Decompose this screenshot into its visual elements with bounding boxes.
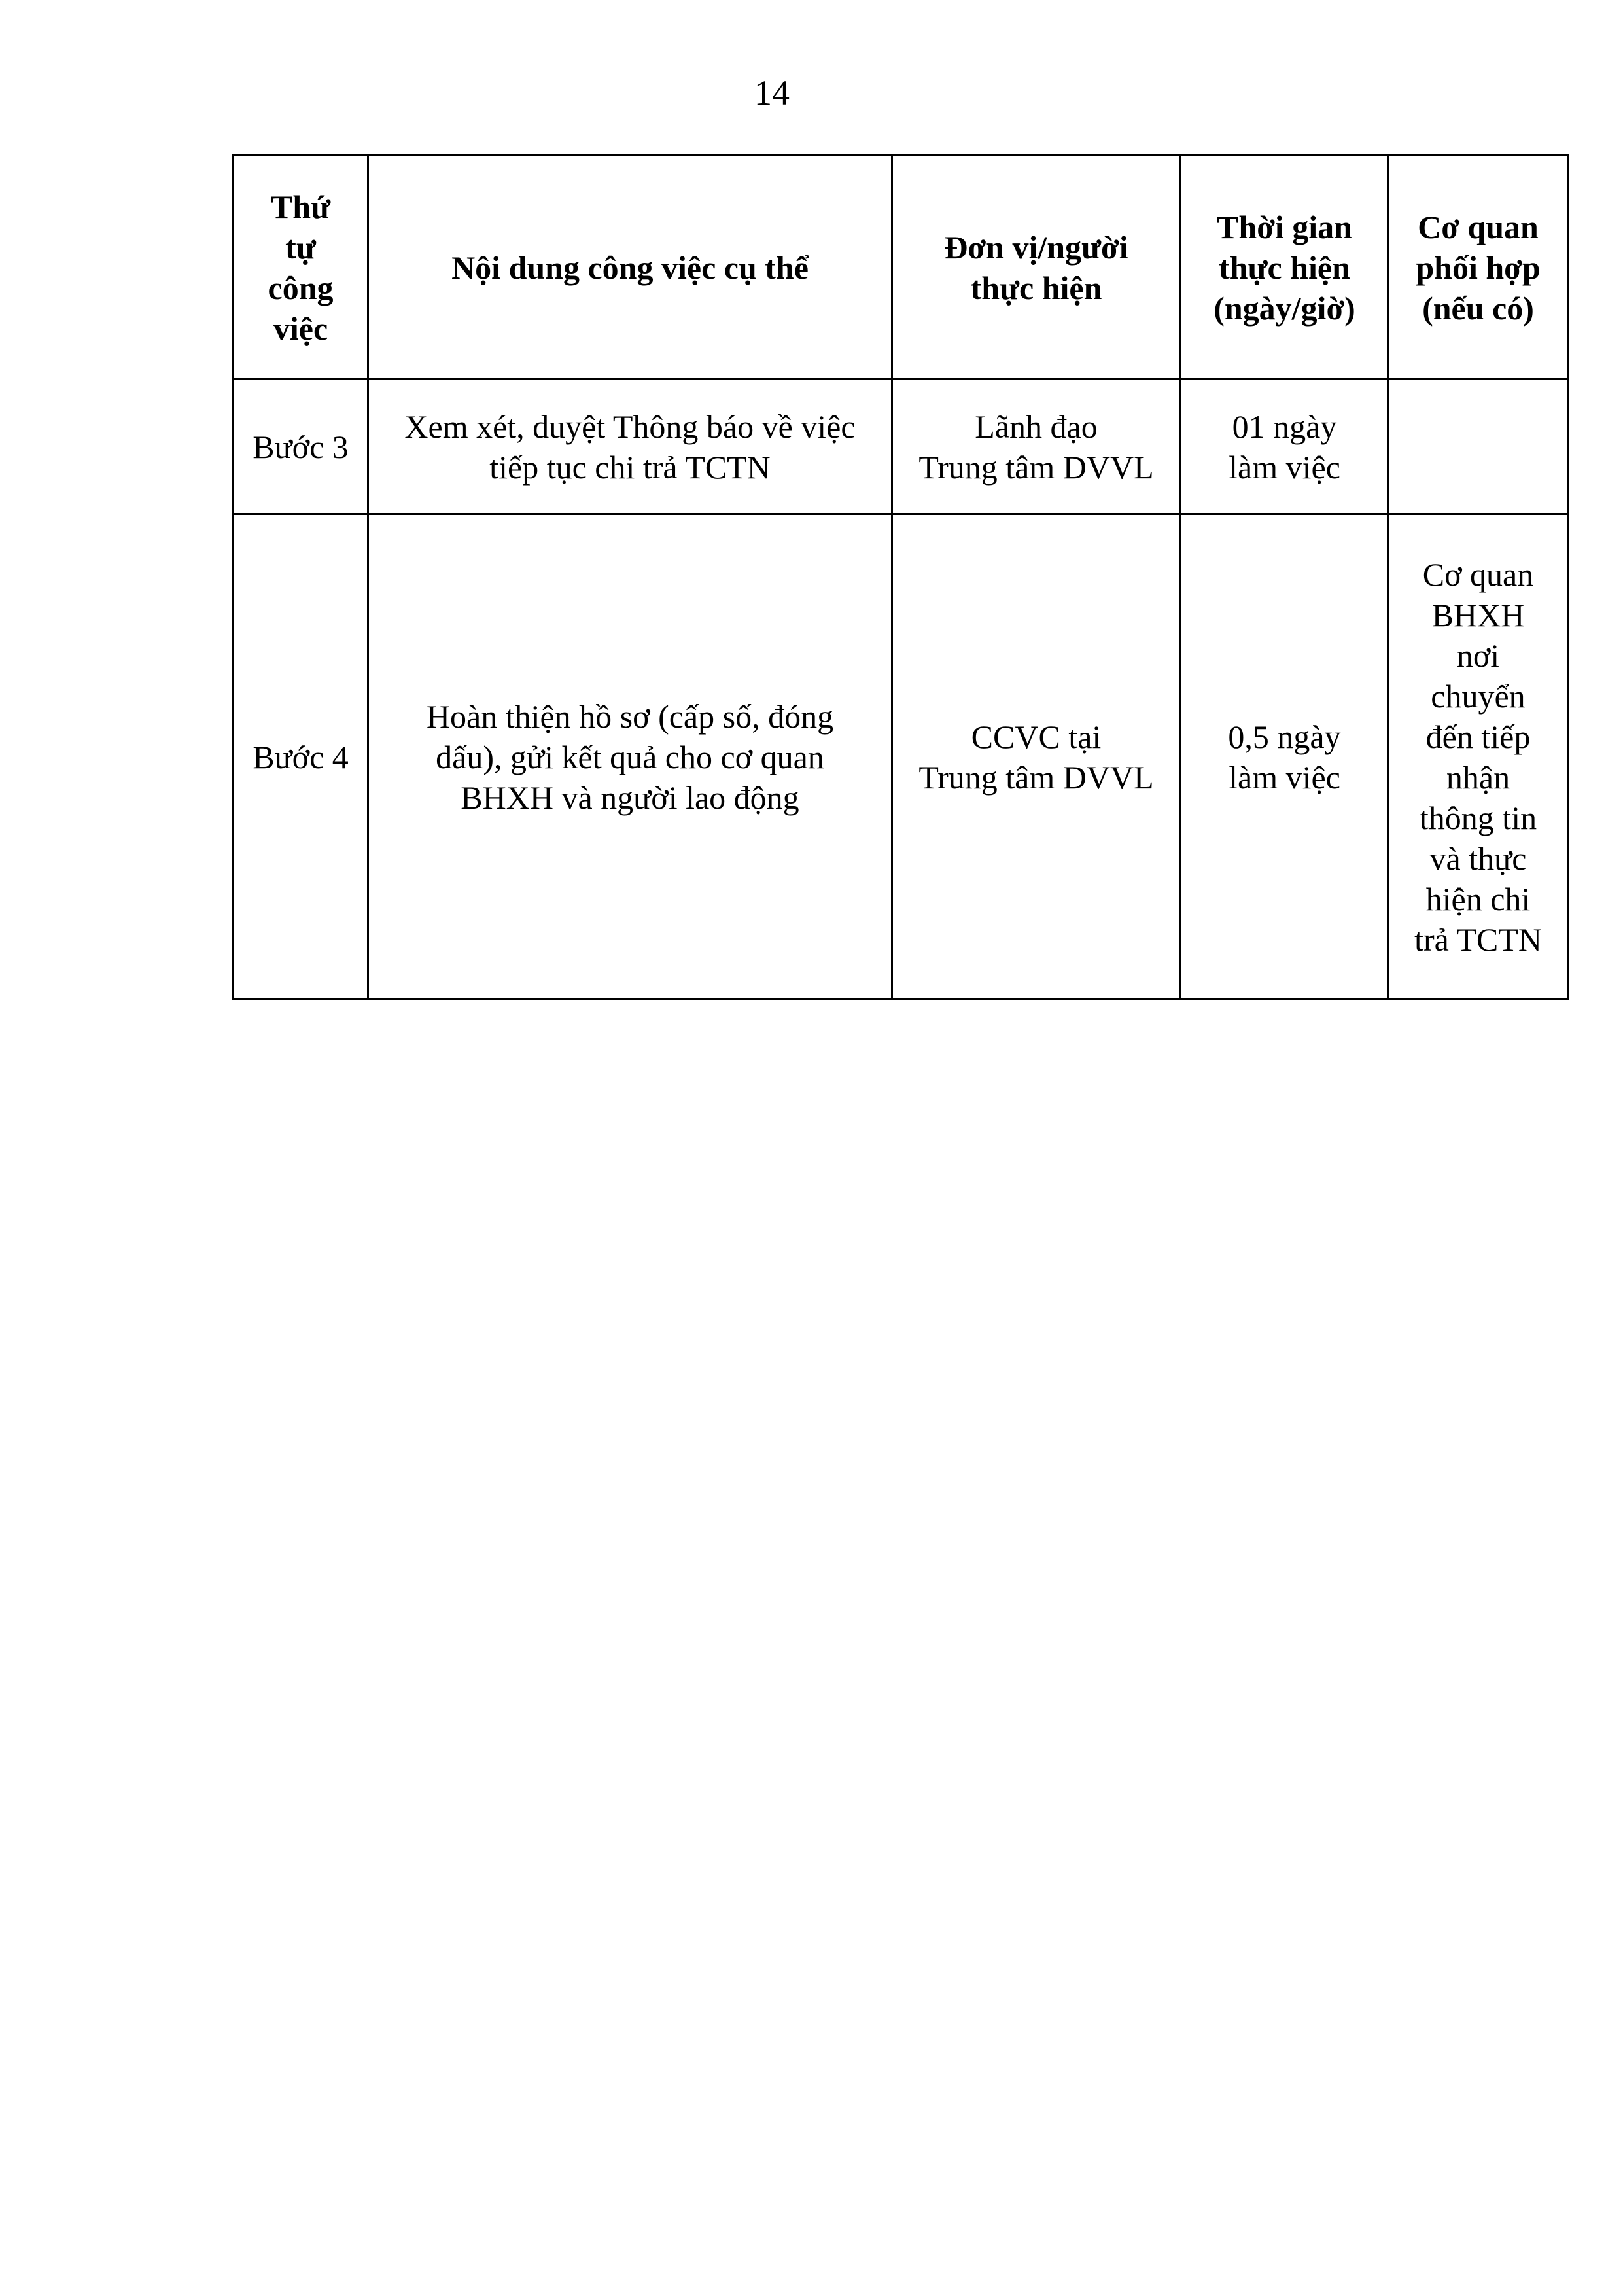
cell-content: Hoàn thiện hồ sơ (cấp số, đóng dấu), gửi kết quả cho cơ quan BHXH và người lao động: [368, 514, 892, 1000]
table-row: [234, 514, 1568, 1000]
cell-step: Bước 3: [234, 380, 368, 514]
cell-step: Bước 4: [234, 514, 368, 1000]
table-header-row: [234, 156, 1568, 380]
page-number-text: 14: [754, 73, 790, 113]
page-number: [0, 73, 1623, 113]
cell-coordinator: [1389, 380, 1568, 514]
header-duration: Thời gian thực hiện (ngày/giờ): [1181, 156, 1389, 380]
header-step-order: Thứ tự công việc: [234, 156, 368, 380]
procedure-table: [232, 154, 1569, 1000]
cell-performer: CCVC tại Trung tâm DVVL: [892, 514, 1181, 1000]
table-row: [234, 380, 1568, 514]
cell-performer: Lãnh đạo Trung tâm DVVL: [892, 380, 1181, 514]
cell-duration: 0,5 ngày làm việc: [1181, 514, 1389, 1000]
header-task-content: Nội dung công việc cụ thể: [368, 156, 892, 380]
cell-duration: 01 ngày làm việc: [1181, 380, 1389, 514]
header-coordinating-agency: Cơ quan phối hợp (nếu có): [1389, 156, 1568, 380]
header-performer: Đơn vị/người thực hiện: [892, 156, 1181, 380]
cell-coordinator: Cơ quan BHXH nơi chuyển đến tiếp nhận thông tin và thực hiện chi trả TCTN: [1389, 514, 1568, 1000]
cell-content: Xem xét, duyệt Thông báo về việc tiếp tục chi trả TCTN: [368, 380, 892, 514]
